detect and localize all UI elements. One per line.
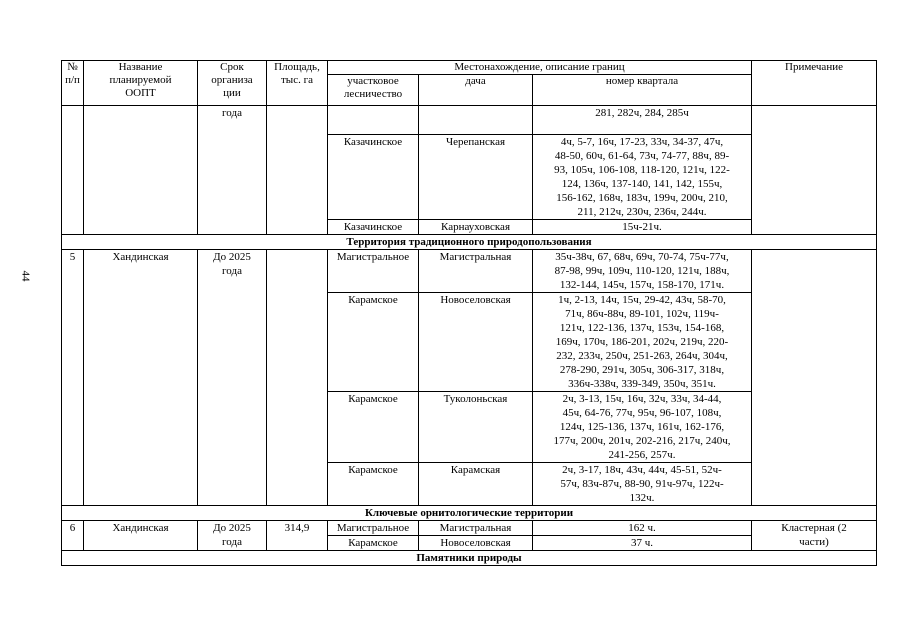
section-title: Территория традиционного природопользования xyxy=(62,235,877,250)
cell-quarters: 2ч, 3-17, 18ч, 43ч, 44ч, 45-51, 52ч- 57ч, 83ч-87ч, 88-90, 91ч-97ч, 122ч- 132ч. xyxy=(533,463,752,506)
section-row xyxy=(62,235,877,250)
section-row xyxy=(62,506,877,521)
cell-forestry: Карамское xyxy=(328,463,419,506)
cell-area: 314,9 xyxy=(267,521,328,551)
cell-forestry: Казачинское xyxy=(328,220,419,235)
cell-area xyxy=(267,106,328,235)
cell-quarters: 37 ч. xyxy=(533,536,752,551)
header-quarters: номер квартала xyxy=(533,75,752,106)
cell-forestry: Карамское xyxy=(328,392,419,463)
cell-forestry: Магистральное xyxy=(328,250,419,293)
cell-dacha: Туколоньская xyxy=(419,392,533,463)
table-row xyxy=(62,250,877,293)
cell-note xyxy=(752,106,877,235)
table-row xyxy=(62,106,877,135)
section-title: Ключевые орнитологические территории xyxy=(62,506,877,521)
cell-dacha: Магистральная xyxy=(419,521,533,536)
cell-name xyxy=(84,106,198,235)
cell-num: 6 xyxy=(62,521,84,551)
header-forestry: участковое лесничество xyxy=(328,75,419,106)
cell-forestry xyxy=(328,106,419,135)
page-number: 44 xyxy=(19,270,32,282)
cell-term: До 2025 года xyxy=(198,250,267,506)
cell-quarters: 2ч, 3-13, 15ч, 16ч, 32ч, 33ч, 34-44, 45ч, 64-76, 77ч, 95ч, 96-107, 108ч, 124ч, 125-136, 137ч, 161ч, 162-176, 177ч, 200ч, 201ч, 202-216, 217ч, 240ч, 241-256, 257ч. xyxy=(533,392,752,463)
cell-num: 5 xyxy=(62,250,84,506)
cell-dacha: Карнауховская xyxy=(419,220,533,235)
cell-quarters: 15ч-21ч. xyxy=(533,220,752,235)
section-title: Памятники природы xyxy=(62,551,877,566)
cell-note xyxy=(752,250,877,506)
cell-dacha: Карамская xyxy=(419,463,533,506)
cell-note: Кластерная (2 части) xyxy=(752,521,877,551)
header-area: Площадь, тыс. га xyxy=(267,61,328,106)
header-row xyxy=(62,61,877,75)
cell-term: До 2025 года xyxy=(198,521,267,551)
cell-dacha xyxy=(419,106,533,135)
header-term: Срок организа ции xyxy=(198,61,267,106)
cell-quarters: 162 ч. xyxy=(533,521,752,536)
protected-areas-table xyxy=(61,60,877,566)
header-name: Название планируемой ООПТ xyxy=(84,61,198,106)
table-row xyxy=(62,521,877,536)
cell-name: Хандинская xyxy=(84,250,198,506)
cell-quarters: 35ч-38ч, 67, 68ч, 69ч, 70-74, 75ч-77ч, 87-98, 99ч, 109ч, 110-120, 121ч, 188ч, 132-144, 145ч, 157ч, 158-170, 171ч. xyxy=(533,250,752,293)
cell-name: Хандинская xyxy=(84,521,198,551)
cell-quarters: 281, 282ч, 284, 285ч xyxy=(533,106,752,135)
cell-num xyxy=(62,106,84,235)
header-dacha: дача xyxy=(419,75,533,106)
cell-area xyxy=(267,250,328,506)
cell-dacha: Черепанская xyxy=(419,135,533,220)
cell-forestry: Магистральное xyxy=(328,521,419,536)
cell-forestry: Карамское xyxy=(328,536,419,551)
cell-forestry: Казачинское xyxy=(328,135,419,220)
cell-quarters: 4ч, 5-7, 16ч, 17-23, 33ч, 34-37, 47ч, 48-50, 60ч, 61-64, 73ч, 74-77, 88ч, 89- 93, 105ч, 106-108, 118-120, 121ч, 122- 124, 136ч, 137-140, 141, 142, 155ч, 156-162, 168ч, 183ч, 199ч, 200ч, 210, 211, 212ч, 230ч, 236ч, 244ч. xyxy=(533,135,752,220)
cell-forestry: Карамское xyxy=(328,293,419,392)
section-row xyxy=(62,551,877,566)
header-location: Местонахождение, описание границ xyxy=(328,61,752,75)
cell-quarters: 1ч, 2-13, 14ч, 15ч, 29-42, 43ч, 58-70, 71ч, 86ч-88ч, 89-101, 102ч, 119ч- 121ч, 122-136, 137ч, 153ч, 154-168, 169ч, 170ч, 186-201, 202ч, 219ч, 220- 232, 233ч, 250ч, 251-263, 264ч, 304ч, 278-290, 291ч, 305ч, 306-317, 318ч, 336ч-338ч, 339-349, 350ч, 351ч. xyxy=(533,293,752,392)
header-note: Примечание xyxy=(752,61,877,106)
cell-dacha: Новоселовская xyxy=(419,536,533,551)
cell-dacha: Новоселовская xyxy=(419,293,533,392)
cell-term: года xyxy=(198,106,267,235)
cell-dacha: Магистральная xyxy=(419,250,533,293)
header-num: № п/п xyxy=(62,61,84,106)
